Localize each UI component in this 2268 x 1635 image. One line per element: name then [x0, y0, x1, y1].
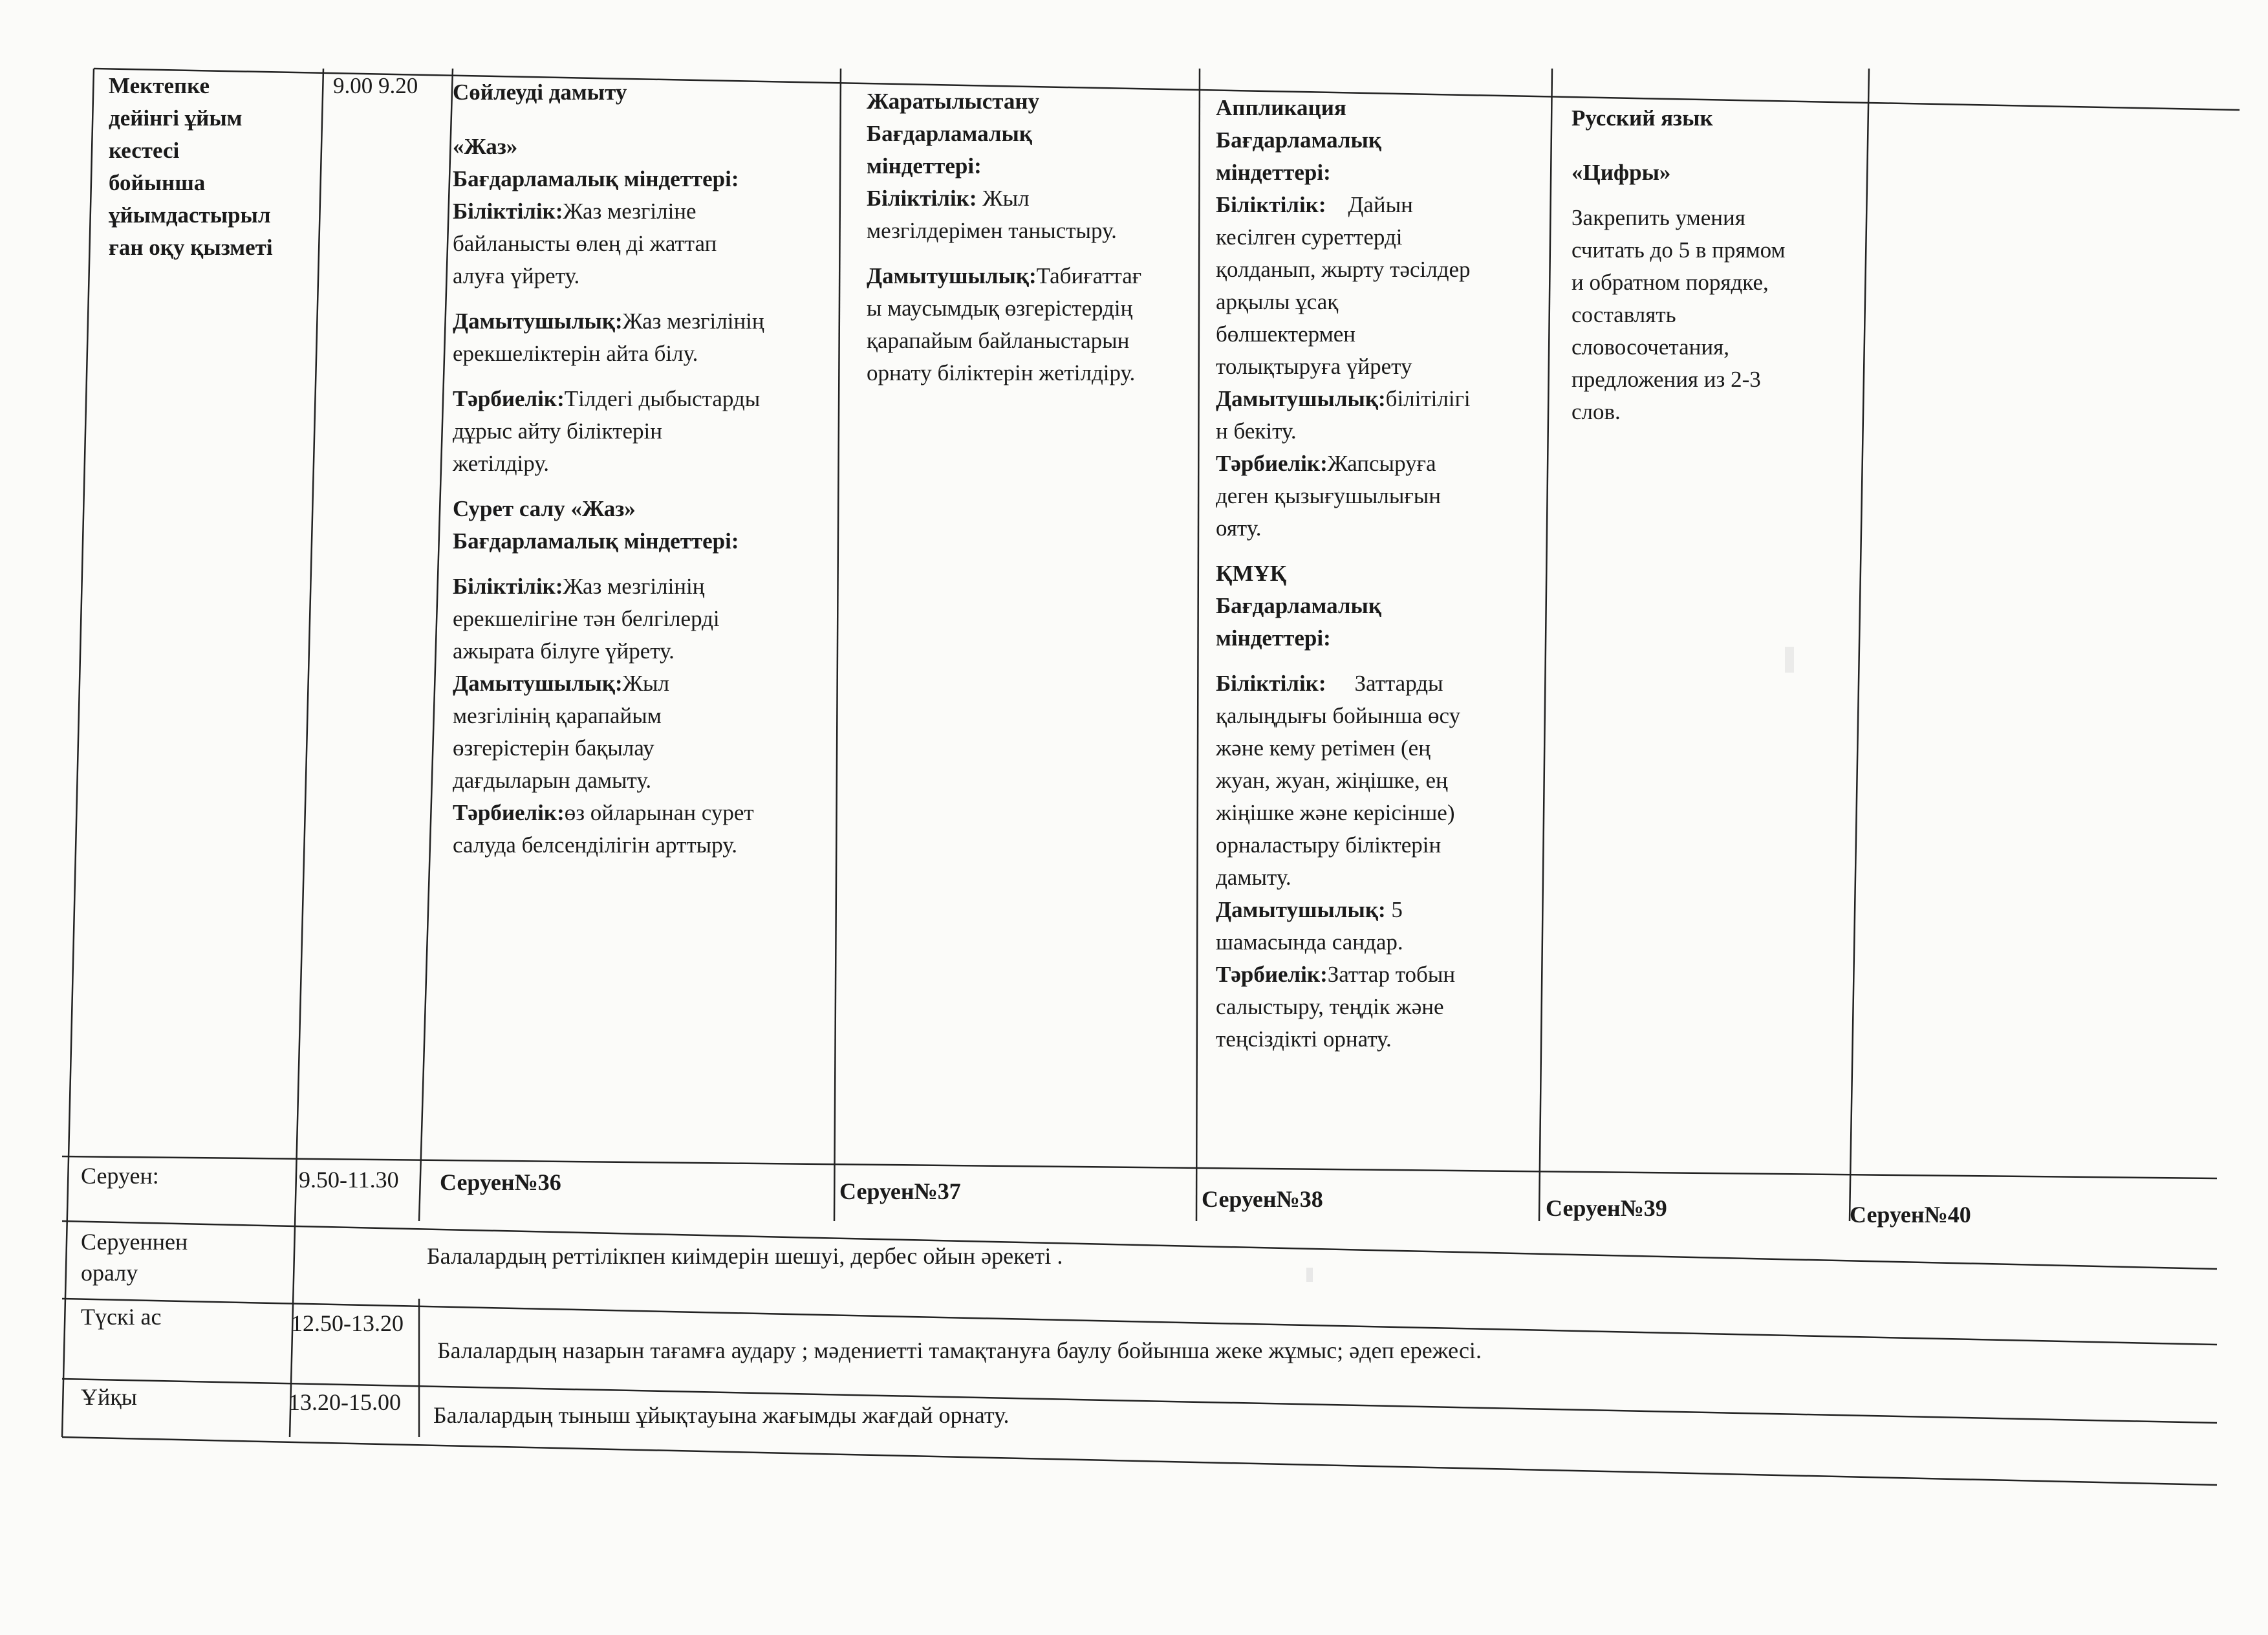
- skill-text: Заттарды: [1354, 671, 1443, 696]
- edu-label: Тәрбиелік:: [453, 800, 565, 825]
- edu-label: Тәрбиелік:: [453, 386, 565, 411]
- grid-time-line-upper: [419, 69, 453, 1221]
- col4-text: Закрепить умения: [1571, 205, 1745, 230]
- label-line: Мектепке: [109, 73, 210, 98]
- label-line: Серуеннен: [81, 1229, 188, 1255]
- edu-text: салыстыру, теңдік және: [1216, 994, 1444, 1019]
- edu-label: Тәрбиелік:: [1216, 962, 1328, 987]
- col2-tasks-heading: Бағдарламалық: [867, 121, 1033, 146]
- col3-tasks-heading: міндеттері:: [1216, 160, 1331, 185]
- skill-text: Дайын: [1348, 192, 1413, 217]
- edu-text: дұрыс айту біліктерін: [453, 418, 663, 444]
- label-line: дейінгі ұйым: [109, 105, 243, 131]
- return-label: [81, 1226, 188, 1288]
- spacer: [1216, 655, 1552, 667]
- walk-label: Серуен:: [81, 1163, 159, 1189]
- skill-label: Біліктілік:: [1216, 671, 1326, 696]
- col2-dev: [867, 260, 1203, 292]
- skill-text: орналастыру біліктерін: [1216, 832, 1442, 858]
- skill-text: қалыңдығы бойынша өсу: [1216, 703, 1461, 728]
- col2-natural-science: [867, 85, 1203, 389]
- lunch-time: 12.50-13.20: [291, 1310, 404, 1336]
- col3-tasks-heading2: Бағдарламалық: [1216, 593, 1382, 618]
- dev-text: Жыл: [622, 671, 669, 696]
- col1-subject: Сөйлеуді дамыту: [453, 80, 627, 105]
- col2-tasks-heading: міндеттері:: [867, 153, 982, 179]
- skill-label: Біліктілік:: [1216, 192, 1326, 217]
- sleep-time: 13.20-15.00: [288, 1389, 401, 1415]
- spacer: [453, 558, 841, 570]
- col1-skill2: [453, 570, 841, 603]
- col4-text: и обратном порядке,: [1571, 270, 1769, 295]
- col4-text: составлять: [1571, 302, 1676, 327]
- spacer: [453, 109, 841, 131]
- col1-speech-development: [453, 76, 841, 861]
- walk-item-38: Серуен№38: [1202, 1186, 1323, 1212]
- edu-text: Заттар тобын: [1327, 962, 1456, 987]
- col4-text: словосочетания,: [1571, 334, 1729, 360]
- edu-text: жетілдіру.: [453, 451, 550, 476]
- grid-label-col-line: [290, 69, 323, 1437]
- spacer: [1571, 135, 1856, 157]
- spacer: [1571, 189, 1856, 202]
- skill-label: Біліктілік:: [453, 199, 563, 224]
- spacer: [453, 480, 841, 493]
- walk-time: 9.50-11.30: [299, 1167, 399, 1193]
- dev-text: өзгерістерін бақылау: [453, 735, 654, 761]
- row1-time: 9.00 9.20: [333, 73, 418, 98]
- col1-tasks-heading2: Бағдарламалық міндеттері:: [453, 528, 739, 554]
- skill-text: алуға үйрету.: [453, 263, 580, 288]
- col2-subject: Жаратылыстану: [867, 89, 1040, 114]
- skill-text: Жыл: [982, 186, 1030, 211]
- col1-tasks-heading: Бағдарламалық міндеттері:: [453, 166, 739, 191]
- skill-text: ерекшелігіне тән белгілерді: [453, 606, 720, 631]
- col4-text: предложения из 2-3: [1571, 367, 1761, 392]
- skill-label: Біліктілік:: [453, 574, 563, 599]
- label-line: ған оқу қызметі: [109, 235, 273, 260]
- edu-text: Тілдегі дыбыстарды: [564, 386, 761, 411]
- col3-edu: [1216, 448, 1552, 480]
- dev-text: дағдыларын дамыту.: [453, 768, 652, 793]
- edu-text: Жапсыруға: [1327, 451, 1436, 476]
- label-line: оралу: [81, 1260, 138, 1286]
- spacer: [1216, 545, 1552, 558]
- skill-text: дамыту.: [1216, 865, 1291, 890]
- col4-subject: Русский язык: [1571, 105, 1713, 131]
- dev-text: ы маусымдық өзгерістердің: [867, 296, 1133, 321]
- dev-text: ерекшеліктерін айта білу.: [453, 341, 698, 366]
- skill-text: мезгілдерімен таныстыру.: [867, 218, 1117, 243]
- skill-text: жуан, жуан, жіңішке, ең: [1216, 768, 1448, 793]
- skill-text: кесілген суреттерді: [1216, 224, 1403, 250]
- skill-text: Жаз мезгіліне: [563, 199, 697, 224]
- edu-text: ояту.: [1216, 515, 1262, 541]
- skill-text: толықтыруға үйрету: [1216, 354, 1412, 379]
- col1-subject2: Сурет салу «Жаз»: [453, 496, 636, 521]
- spacer: [453, 292, 841, 305]
- dev-label: Дамытушылық:: [453, 309, 623, 334]
- skill-text: бөлшектермен: [1216, 321, 1356, 347]
- dev-text: орнату біліктерін жетілдіру.: [867, 360, 1136, 385]
- col3-dev2: [1216, 894, 1552, 926]
- col4-topic: «Цифры»: [1571, 160, 1671, 185]
- col4-text: считать до 5 в прямом: [1571, 237, 1786, 263]
- dev-text: шамасында сандар.: [1216, 929, 1403, 955]
- col4-russian-language: [1571, 102, 1856, 428]
- col1-skill: [453, 195, 841, 228]
- dev-text: Табиғаттағ: [1036, 263, 1142, 288]
- skill-text: жіңішке және керісінше): [1216, 800, 1455, 825]
- col4-text: слов.: [1571, 399, 1621, 424]
- skill-text: қолданып, жырту тәсілдер: [1216, 257, 1471, 282]
- dev-label: Дамытушылық:: [867, 263, 1037, 288]
- col2-skill: [867, 182, 1203, 215]
- dev-label: Дамытушылық:: [1216, 386, 1386, 411]
- skill-text: және кему ретімен (ең: [1216, 735, 1431, 761]
- dev-text: мезгілінің қарапайым: [453, 703, 662, 728]
- dev-label: Дамытушылық:: [1216, 897, 1386, 922]
- sleep-text: Балалардың тыныш ұйықтауына жағымды жағдай орнату.: [433, 1402, 1010, 1428]
- skill-text: арқылы ұсақ: [1216, 289, 1339, 314]
- col1-edu2: [453, 797, 841, 829]
- edu-text: деген қызығушылығын: [1216, 483, 1442, 508]
- col3-tasks-heading2: міндеттері:: [1216, 625, 1331, 651]
- sleep-label: Ұйқы: [81, 1384, 137, 1410]
- col3-edu2: [1216, 958, 1552, 991]
- label-line: бойынша: [109, 170, 206, 195]
- walk-item-39: Серуен№39: [1546, 1195, 1667, 1221]
- col3-skill2: [1216, 667, 1552, 700]
- dev-text: 5: [1391, 897, 1403, 922]
- col3-subject: Аппликация: [1216, 95, 1346, 120]
- walk-item-37: Серуен№37: [839, 1178, 961, 1204]
- skill-label: Біліктілік:: [867, 186, 977, 211]
- dev-text: Жаз мезгілінің: [622, 309, 764, 334]
- skill-text: байланысты өлең ді жаттап: [453, 231, 717, 256]
- dev-text: н бекіту.: [1216, 418, 1297, 444]
- lunch-text: Балалардың назарын тағамға аудару ; мәдениетті тамақтануға баулу бойынша жеке жұмыс; әдеп ережесі.: [437, 1337, 1482, 1363]
- dev-label: Дамытушылық:: [453, 671, 623, 696]
- walk-item-36: Серуен№36: [440, 1169, 561, 1195]
- skill-text: Жаз мезгілінің: [563, 574, 705, 599]
- lunch-label: Түскі ас: [81, 1304, 162, 1330]
- edu-text: салуда белсенділігін арттыру.: [453, 832, 737, 858]
- grid-line-bottom: [62, 1437, 2217, 1485]
- col3-skill: [1216, 189, 1552, 221]
- skill-text: ажырата білуге үйрету.: [453, 638, 675, 664]
- col3-applique: [1216, 92, 1552, 1056]
- edu-label: Тәрбиелік:: [1216, 451, 1328, 476]
- spacer: [867, 247, 1203, 260]
- col3-dev: [1216, 383, 1552, 415]
- edu-text: теңсіздікті орнату.: [1216, 1026, 1392, 1052]
- return-text: Балалардың реттілікпен киімдерін шешуі, дербес ойын әрекеті .: [427, 1243, 1063, 1269]
- walk-item-40: Серуен№40: [1850, 1202, 1971, 1228]
- row-label-organized-activity: [109, 70, 316, 264]
- col1-edu: [453, 383, 841, 415]
- col3-subject2: ҚМҰҚ: [1216, 561, 1287, 586]
- col1-topic: «Жаз»: [453, 134, 518, 159]
- dev-text: білітілігі: [1385, 386, 1471, 411]
- edu-text: өз ойларынан сурет: [564, 800, 754, 825]
- col3-tasks-heading: Бағдарламалық: [1216, 127, 1382, 153]
- col1-dev2: [453, 667, 841, 700]
- spacer: [453, 370, 841, 383]
- label-line: ұйымдастырыл: [109, 202, 271, 228]
- col1-dev: [453, 305, 841, 338]
- dev-text: қарапайым байланыстарын: [867, 328, 1130, 353]
- label-line: кестесі: [109, 138, 180, 163]
